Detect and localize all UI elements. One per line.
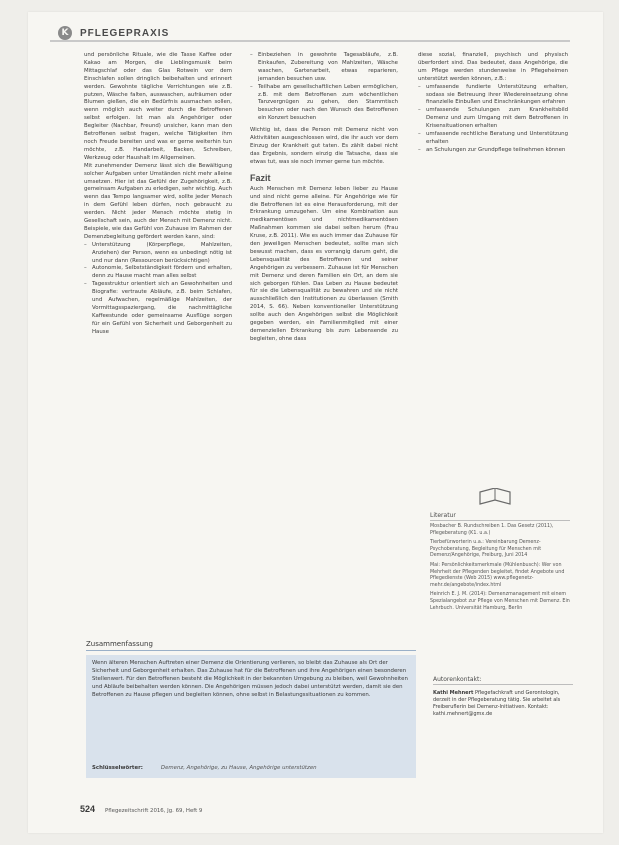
bullet-list	[418, 84, 568, 155]
bullet-list	[250, 52, 398, 123]
section-header	[58, 26, 169, 40]
list-item: – Einbeziehen in gewohnte Tagesabläufe, z.B. Einkaufen, Zubereitung von Mahlzeiten, Wäsche waschen, Gartenarbeit, etwas reparieren, jemanden besuchen usw.	[258, 52, 398, 84]
column-1	[84, 52, 232, 337]
paragraph: und persönliche Rituale, wie die Tasse Kaffee oder Kakao am Morgen, die Lieblingsmusik beim Mittagschlaf oder das Glas Rotwein vor dem Einschlafen sollen dringlich beibehalten und erinnert werden. Gewohnte tägliche Verrichtungen wie z.B. putzen, Wäsche falten, auswaschen, aufräumen oder Blumen gießen, die ein Bedürfnis ausmachen sollen, wenn möglich auch weiter durch die Betroffenen selbst erfolgen. Ist man als Angehöriger oder Begleiter (Nachbar, Freund) unsicher, kann man den Betroffenen selbst fragen, welche Tätigkeiten ihm noch Freude bereiten und was er gerne weiterhin tun möchte, z.B. Handarbeit, Backen, Schreiben, Werkzeug oder Haushalt im Allgemeinen.	[84, 52, 232, 161]
author-heading: Autorenkontakt:	[433, 676, 573, 685]
summary-box	[86, 655, 416, 778]
section-badge-icon: K	[58, 26, 72, 40]
paragraph: Wichtig ist, dass die Person mit Demenz nicht von Aktivitäten ausgeschlossen wird, die ihr auch vor dem Einzug der Krankheit gut taten. Es zählt dabei nicht das Ergebnis, sondern einzig die Tatsache, dass sie etwas tut, was sie noch immer gerne tun möchte.	[250, 127, 398, 165]
list-item: – Teilhabe am gesellschaftlichen Leben ermöglichen, z.B. mit dem Betroffenen zum wöchentlichen Tanzvergnügen zu gehen, den Stammtisch besuchen oder nach den Wunsch des Betroffenen ein Konzert besuchen	[258, 84, 398, 124]
page-footer	[80, 804, 202, 814]
list-item: – umfassende Schulungen zum Krankheitsbild Demenz und zum Umgang mit dem Betroffenen in Krisensituationen erhalten	[426, 107, 568, 131]
section-title: PFLEGEPRAXIS	[80, 27, 170, 39]
literature-box	[430, 512, 570, 612]
header-rule	[50, 40, 570, 42]
journal-citation: Pflegezeitschrift 2016, Jg. 69, Heft 9	[105, 808, 203, 814]
column-2	[250, 52, 398, 344]
literature-item: Tierbefürworterin u.a.: Vereinbarung Demenz-Psychoberatung, Begleitung für Menschen mit Demenz/Angehörige, Freiburg, Juni 2014	[430, 540, 542, 559]
summary-heading: Zusammenfassung	[86, 640, 416, 651]
keywords-values: Demenz, Angehörige, zu Hause, Angehörige unterstützen	[160, 764, 317, 771]
author-box	[433, 690, 573, 750]
literature-item: Mai: Persönlichkeitsmerkmale (Mühlenbusch): Wer von Mehrheit der Pflegenden begleitet, findet Angebote und Pflegedienste (Web 2015) www.pflegenetz-mehr.de/angebote/index.html	[430, 562, 565, 588]
keywords-label: Schlüsselwörter:	[92, 764, 143, 771]
paragraph: Mit zunehmender Demenz lässt sich die Bewältigung solcher Aufgaben unter Umständen nicht mehr alleine umsetzen. Hier ist das Gefühl der Zugehörigkeit, z.B. gemeinsam Aufgaben zu erledigen, sehr wichtig. Auch wenn das Tempo langsamer wird, sollte jeder Mensch in dem Gefühl leben dürfen, noch gebraucht zu werden. Nicht jeder Mensch möchte stetig in Gesellschaft sein, auch der Mensch mit Demenz nicht. Beispiele, wie das Gefühl von Zuhause im Rahmen der Demenzbegleitung gefördert werden kann, sind:	[84, 162, 232, 240]
list-item: – Unterstützung (Körperpflege, Mahlzeiten, Anziehen) der Person, wenn es unbedingt nötig ist und nur dann (Ressourcen berücksichtigen)	[92, 242, 232, 266]
summary-text: Wenn älteren Menschen Auftreten einer Demenz die Orientierung verlieren, so bleibt das Zuhause als Ort der Sicherheit und Geborgenheit erhalten. Das Zuhause hat für die Betroffenen und ihre Angehörigen einen besonderen Stellenwert. Für den Betroffenen besteht die Möglichkeit in der bekannten Umgebung zu bleiben, weil Gewohnheiten und Abläufe beibehalten werden können. Die Angehörigen müssen jedoch dabei unterstützt werden, damit sie den Betroffenen zu Hause pflegen und begleiten können, ohne selbst in Belastungssituationen zu kommen.	[92, 660, 408, 699]
list-item: – umfassende fundierte Unterstützung erhalten, sodass sie Betreuung ihrer Wiedereinsetzung ohne finanzielle Einbußen und Einschränkungen erfahren	[426, 84, 568, 108]
page-number: 524	[80, 804, 96, 814]
open-book-icon	[478, 488, 512, 508]
author-text: Pflegefachkraft und Gerontologin, derzeit in der Pflegeberatung tätig. Sie arbeitet als Freiberuflerin bei Demenz-Initiativen. Kontakt: kathi.mehnert@gmx.de	[433, 690, 561, 717]
literature-item: Heinrich E. J. M. (2014): Demenzmanagement mit einem Spezialangebot zur Pflege von Menschen mit Demenz. Ein Lehrbuch. Universität Hamburg, Berlin	[430, 592, 570, 611]
list-item: – Autonomie, Selbstständigkeit fördern und erhalten, denn zu Hause macht man alles selbst	[92, 265, 232, 281]
column-3	[418, 52, 568, 155]
fazit-paragraph: Auch Menschen mit Demenz leben lieber zu Hause und sind nicht gerne alleine. Für Angehörige wie für die Betroffenen ist es eine Herausforderung, mit der Erkrankung umzugehen. Um eine Kombination aus medikamentösen und nichtmedikamentösen Maßnahmen kommen sie dabei selten herum (Frau Kruse, z.B. 2011). Wie es auch immer das Zuhause für den jeweiligen Menschen bedeutet, sollte man sich bewusst machen, dass es vorrangig darum geht, die Lebensqualität des Betroffenen und seiner Angehörigen zu verbessern. Zuhause ist für Menschen mit Demenz und deren Familien ein Ort, an dem sie sich geborgen fühlen. Das Leben zu Hause bedeutet für sie die Lebensqualität zu bewahren und sie nicht ausschließlich den Institutionen zu überlassen (Smith 2014, S. 66). Neben konventioneller Unterstützung sollte auch den Angehörigen selbst die Möglichkeit gegeben werden, ein Familienmitglied mit einer demenziellen Erkrankung bis zum Lebensende zu begleiten, ohne dass	[250, 185, 398, 342]
paragraph: diese sozial, finanziell, psychisch und physisch überfordert sind. Das bedeutet, dass Angehörige, die um Pflege werden stundenweise in Pflegeheimen unterstützt werden können, z.B.:	[418, 52, 568, 82]
author-name: Kathi Mehnert	[433, 690, 474, 696]
list-item: – umfassende rechtliche Beratung und Unterstützung erhalten	[426, 131, 568, 147]
literature-heading: Literatur	[430, 512, 570, 521]
fazit-heading: Fazit	[250, 172, 271, 183]
list-item: – Tagesstruktur orientiert sich an Gewohnheiten und Biografie: vertraute Abläufe, z.B. beim Schlafen, und Aufwachen, regelmäßige Mahlzeiten, der Vormittagsspaziergang, die nachmittägliche Kaffeestunde oder gemeinsame Ausflüge sorgen für ein Gefühl von Sicherheit und Geborgenheit zu Hause	[92, 281, 232, 336]
keywords-row	[92, 764, 410, 772]
literature-item: Mosbacher B. Rundschreiben 1. Das Gesetz (2011), Pflegeberatung (K1. u.a.)	[430, 524, 554, 536]
bullet-list	[84, 242, 232, 337]
list-item: – an Schulungen zur Grundpflege teilnehmen können	[426, 147, 568, 155]
